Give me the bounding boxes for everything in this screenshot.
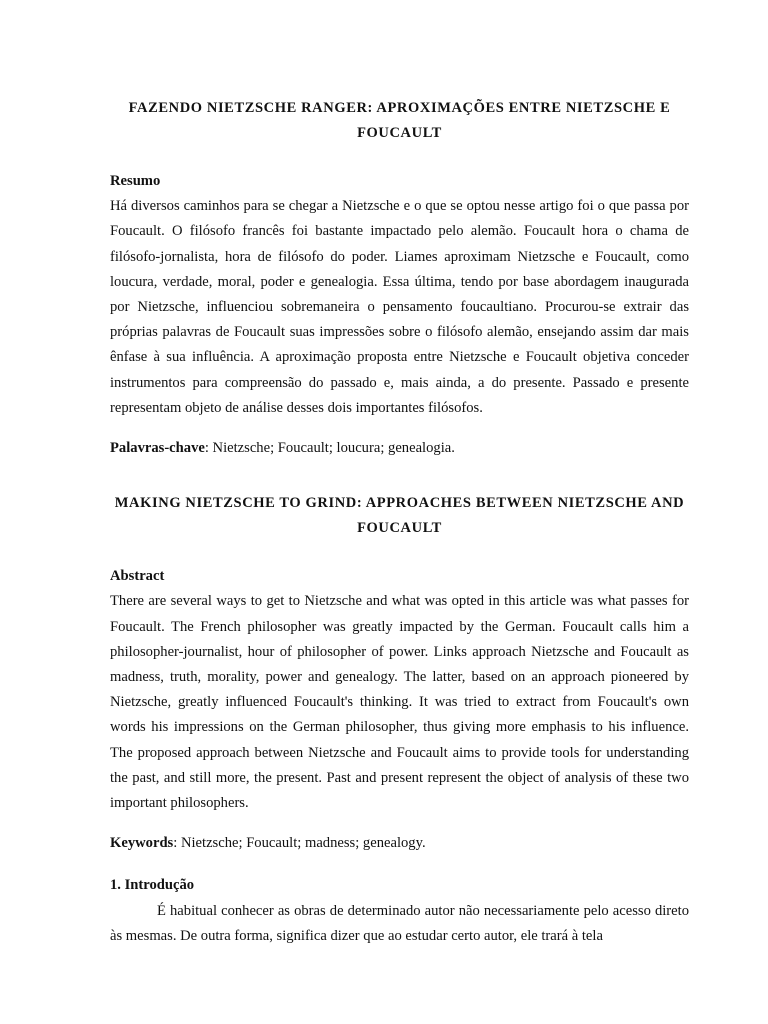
pt-keywords — [110, 436, 689, 461]
en-abstract-heading: Abstract — [110, 568, 165, 585]
en-abstract-section — [110, 564, 689, 856]
en-keywords-label: Keywords — [110, 835, 174, 852]
intro-text: É habitual conhecer as obras de determinado autor não necessariamente pelo acesso direto às mesmas. De outra forma, significa dizer que ao estudar certo autor, ele trará à tela — [110, 902, 689, 944]
pt-keywords-text: : Nietzsche; Foucault; loucura; genealogia. — [204, 440, 455, 457]
en-abstract-text: There are several ways to get to Nietzsche and what was opted in this article was what passes for Foucault. The French philosopher was greatly impacted by the German. Foucault calls him a philosopher-journalist, hour of philosopher of power. Links approach Nietzsche and Foucault as madness, truth, morality, power and genealogy. The latter, based on an approach pioneered by Nietzsche, greatly influenced Foucault's thinking. It was tried to extract from Foucault's own words his impressions on the German philosopher, thus giving more emphasis to his influence. The proposed approach between Nietzsche and Foucault aims to provide tools for understanding the past, and still more, the present. Past and present represent the object of analysis of these two important philosophers. — [110, 593, 689, 812]
en-keywords — [110, 831, 689, 856]
en-title-line2: FOUCAULT — [357, 520, 442, 537]
pt-title — [110, 96, 689, 146]
intro-heading: 1. Introdução — [110, 877, 195, 894]
en-title — [110, 491, 689, 541]
pt-abstract-section — [110, 169, 689, 461]
pt-keywords-label: Palavras-chave — [110, 440, 205, 457]
pt-abstract-heading: Resumo — [110, 173, 161, 189]
en-keywords-text: : Nietzsche; Foucault; madness; genealogy. — [173, 835, 426, 852]
pt-title-line2: FOUCAULT — [357, 125, 442, 141]
intro-section — [110, 873, 689, 949]
pt-title-line1: FAZENDO NIETZSCHE RANGER: APROXIMAÇÕES ENTRE NIETZSCHE E — [128, 100, 671, 116]
pt-abstract-text: Há diversos caminhos para se chegar a Nietzsche e o que se optou nesse artigo foi o que passa por Foucault. O filósofo francês foi bastante impactado pelo alemão. Foucault hora o chama de filósofo-jornalista, hora de filósofo do poder. Liames aproximam Nietzsche e Foucault, como loucura, verdade, moral, poder e genealogia. Essa última, tendo por base abordagem inaugurada por Nietzsche, influenciou sobremaneira o pensamento foucaultiano. Procurou-se extrair das próprias palavras de Foucault suas impressões sobre o filósofo alemão, ensejando assim dar mais ênfase à sua influência. A aproximação proposta entre Nietzsche e Foucault objetiva conceder instrumentos para compreensão do passado e, mais ainda, a do presente. Passado e presente representam objeto de análise desses dois importantes filósofos. — [110, 198, 689, 416]
en-title-line1: MAKING NIETZSCHE TO GRIND: APPROACHES BETWEEN NIETZSCHE AND — [114, 495, 685, 512]
